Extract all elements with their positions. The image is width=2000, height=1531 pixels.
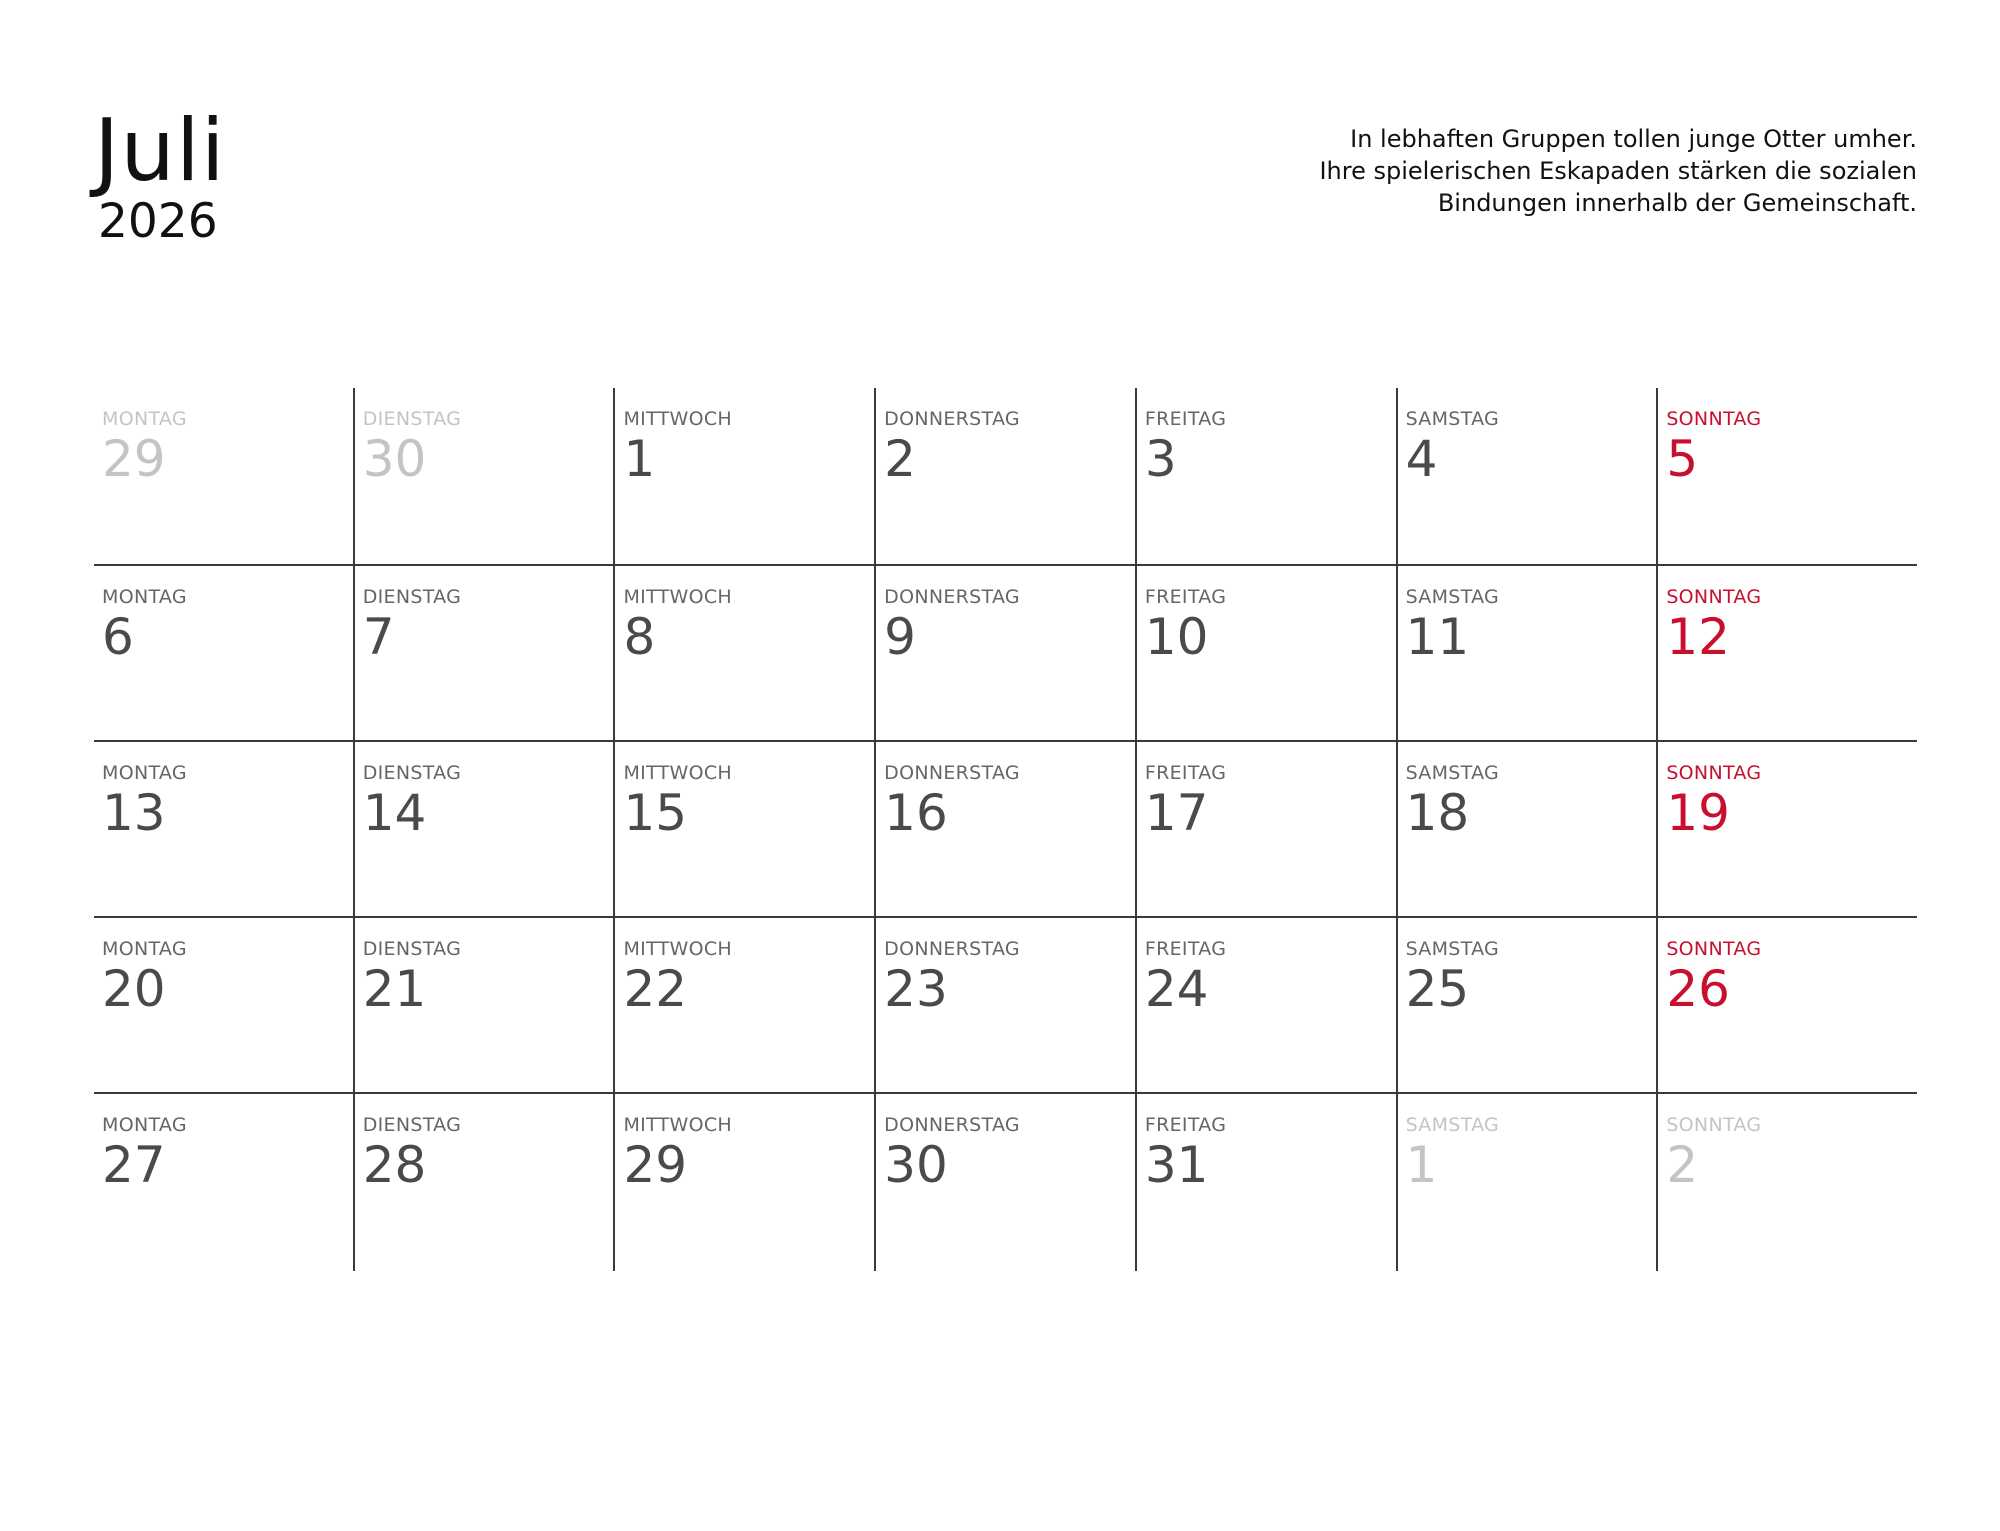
- day-number: 26: [1666, 960, 1730, 1018]
- calendar-day-cell: [353, 1094, 614, 1271]
- day-number: 15: [623, 784, 688, 842]
- day-number: 30: [362, 430, 427, 488]
- day-number: 30: [884, 1136, 948, 1194]
- day-number: 3: [1144, 430, 1177, 488]
- calendar-day-cell: [1396, 742, 1657, 916]
- weekday-label: MITTWOCH: [623, 762, 733, 784]
- calendar-day-cell: [1656, 1094, 1917, 1271]
- weekday-label: SAMSTAG: [1405, 938, 1500, 960]
- weekday-label: DONNERSTAG: [884, 408, 1020, 430]
- weekday-label: MONTAG: [102, 408, 187, 430]
- weekday-label: SONNTAG: [1666, 938, 1762, 960]
- day-number: 10: [1144, 608, 1209, 666]
- weekday-label: SONNTAG: [1666, 408, 1762, 430]
- day-number: 18: [1405, 784, 1470, 842]
- weekday-label: MITTWOCH: [623, 586, 733, 608]
- weekday-label: MONTAG: [102, 938, 187, 960]
- weekday-label: FREITAG: [1144, 938, 1227, 960]
- day-number: 2: [884, 430, 916, 488]
- calendar-day-cell: [94, 566, 353, 740]
- weekday-label: MITTWOCH: [623, 1114, 733, 1136]
- calendar-week-row: [94, 740, 1917, 916]
- calendar-day-cell: [613, 1094, 874, 1271]
- weekday-label: SAMSTAG: [1405, 762, 1500, 784]
- weekday-label: SONNTAG: [1666, 762, 1762, 784]
- calendar-day-cell: [353, 388, 614, 564]
- calendar-day-cell: [613, 388, 874, 564]
- calendar-day-cell: [874, 742, 1135, 916]
- weekday-label: DIENSTAG: [362, 586, 462, 608]
- year-title: 2026: [98, 194, 218, 249]
- day-number: 1: [1405, 1136, 1438, 1194]
- calendar-day-cell: [1135, 388, 1396, 564]
- calendar-day-cell: [1656, 918, 1917, 1092]
- weekday-label: MONTAG: [102, 1114, 187, 1136]
- caption-text: [1197, 123, 1917, 219]
- calendar-day-cell: [94, 388, 353, 564]
- weekday-label: FREITAG: [1144, 1114, 1227, 1136]
- day-number: 16: [884, 784, 948, 842]
- day-number: 22: [623, 960, 688, 1018]
- day-number: 17: [1144, 784, 1209, 842]
- calendar-week-row: [94, 564, 1917, 740]
- caption-line: Ihre spielerischen Eskapaden stärken die sozialen: [1319, 157, 1917, 185]
- calendar-day-cell: [613, 918, 874, 1092]
- day-number: 29: [623, 1136, 688, 1194]
- calendar-week-row: [94, 916, 1917, 1092]
- calendar-week-row: [94, 388, 1917, 564]
- calendar-day-cell: [94, 918, 353, 1092]
- weekday-label: DONNERSTAG: [884, 762, 1020, 784]
- month-title: Juli: [94, 101, 226, 201]
- weekday-label: DONNERSTAG: [884, 586, 1020, 608]
- weekday-label: DONNERSTAG: [884, 1114, 1020, 1136]
- weekday-label: DIENSTAG: [362, 938, 462, 960]
- weekday-label: DIENSTAG: [362, 1114, 462, 1136]
- calendar-day-cell: [353, 566, 614, 740]
- day-number: 14: [362, 784, 427, 842]
- calendar-day-cell: [874, 566, 1135, 740]
- weekday-label: SONNTAG: [1666, 1114, 1762, 1136]
- day-number: 25: [1405, 960, 1470, 1018]
- day-number: 31: [1144, 1136, 1209, 1194]
- day-number: 5: [1666, 430, 1699, 488]
- day-number: 24: [1144, 960, 1209, 1018]
- calendar-grid: [94, 388, 1917, 1271]
- weekday-label: MONTAG: [102, 586, 187, 608]
- calendar-day-cell: [874, 918, 1135, 1092]
- calendar-day-cell: [94, 1094, 353, 1271]
- weekday-label: FREITAG: [1144, 408, 1227, 430]
- day-number: 12: [1666, 608, 1730, 666]
- weekday-label: DONNERSTAG: [884, 938, 1020, 960]
- day-number: 19: [1666, 784, 1730, 842]
- calendar-day-cell: [353, 918, 614, 1092]
- day-number: 29: [102, 430, 166, 488]
- day-number: 7: [362, 608, 395, 666]
- calendar-day-cell: [874, 1094, 1135, 1271]
- day-number: 4: [1405, 430, 1438, 488]
- day-number: 27: [102, 1136, 166, 1194]
- calendar-day-cell: [353, 742, 614, 916]
- calendar-day-cell: [1135, 918, 1396, 1092]
- weekday-label: MITTWOCH: [623, 408, 733, 430]
- day-number: 9: [884, 608, 916, 666]
- day-number: 23: [884, 960, 948, 1018]
- day-number: 13: [102, 784, 166, 842]
- day-number: 1: [623, 430, 656, 488]
- calendar-day-cell: [1135, 1094, 1396, 1271]
- weekday-label: FREITAG: [1144, 586, 1227, 608]
- calendar-day-cell: [94, 742, 353, 916]
- calendar-day-cell: [1396, 388, 1657, 564]
- calendar-day-cell: [1656, 566, 1917, 740]
- calendar-day-cell: [1396, 918, 1657, 1092]
- day-number: 28: [362, 1136, 427, 1194]
- calendar-day-cell: [613, 566, 874, 740]
- day-number: 6: [102, 608, 134, 666]
- calendar-day-cell: [1396, 566, 1657, 740]
- weekday-label: SAMSTAG: [1405, 408, 1500, 430]
- calendar-day-cell: [1135, 566, 1396, 740]
- weekday-label: FREITAG: [1144, 762, 1227, 784]
- weekday-label: MITTWOCH: [623, 938, 733, 960]
- day-number: 11: [1405, 608, 1470, 666]
- day-number: 2: [1666, 1136, 1699, 1194]
- weekday-label: MONTAG: [102, 762, 187, 784]
- weekday-label: DIENSTAG: [362, 408, 462, 430]
- weekday-label: DIENSTAG: [362, 762, 462, 784]
- calendar-day-cell: [613, 742, 874, 916]
- weekday-label: SAMSTAG: [1405, 586, 1500, 608]
- calendar-day-cell: [874, 388, 1135, 564]
- calendar-day-cell: [1135, 742, 1396, 916]
- calendar-day-cell: [1396, 1094, 1657, 1271]
- weekday-label: SAMSTAG: [1405, 1114, 1500, 1136]
- day-number: 8: [623, 608, 656, 666]
- calendar-day-cell: [1656, 388, 1917, 564]
- caption-line: In lebhaften Gruppen tollen junge Otter umher.: [1350, 125, 1917, 153]
- day-number: 20: [102, 960, 166, 1018]
- weekday-label: SONNTAG: [1666, 586, 1762, 608]
- caption-line: Bindungen innerhalb der Gemeinschaft.: [1437, 189, 1917, 217]
- calendar-week-row: [94, 1092, 1917, 1271]
- day-number: 21: [362, 960, 427, 1018]
- calendar-day-cell: [1656, 742, 1917, 916]
